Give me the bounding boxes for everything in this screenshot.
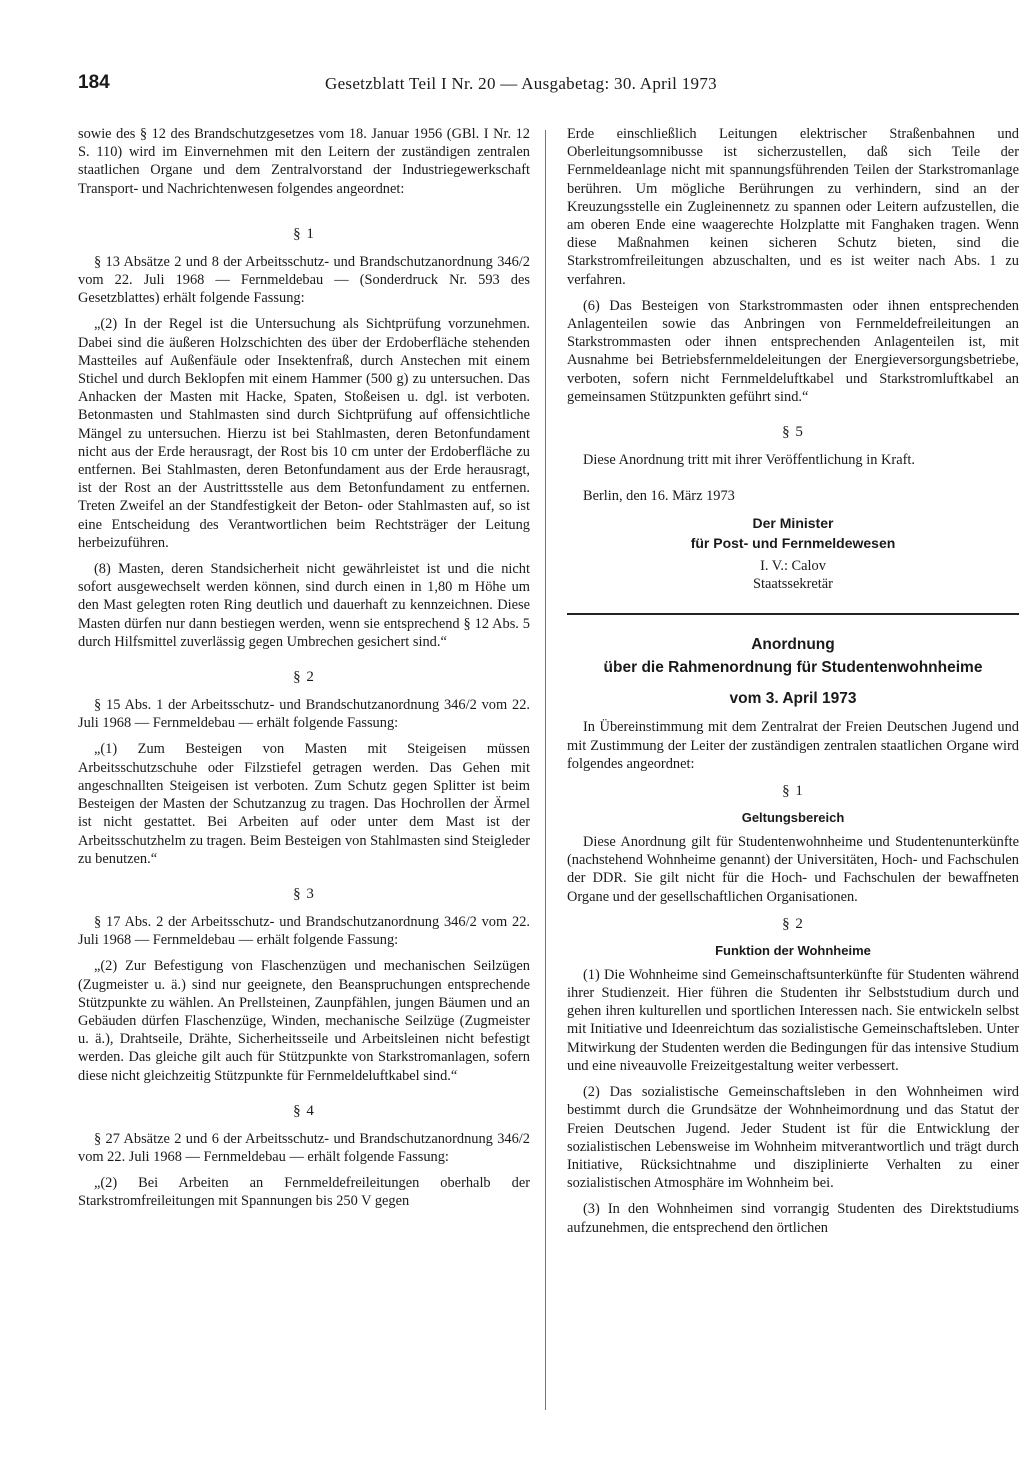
section-1-heading: § 1 — [293, 225, 315, 242]
ordinance-section-2-para-3: (3) In den Wohnheimen sind vorrangig Studenten des Direktstudiums aufzunehmen, die entsprechend den örtlichen — [567, 1201, 1019, 1236]
ordinance-section-1-heading: § 1 — [782, 783, 804, 800]
ordinance-subject: über die Rahmenordnung für Studentenwohnheime — [603, 659, 983, 677]
section-1-text: § 13 Absätze 2 und 8 der Arbeitsschutz- und Brandschutzanordnung 346/2 vom 22. Juli 1968 — Fernmeldebau — (Sonderdruck Nr. 593 des Gesetzblattes) erhält folgende Fassung: — [78, 253, 530, 307]
ordinance-section-2-para-2: (2) Das sozialistische Gemeinschaftsleben in den Wohnheimen wird bestimmt durch die Grundsätze der Wohnheimordnung und das Statut der Freien Deutschen Jugend. Jeder Student ist für die Entwicklung der sozialistischen Lebensweise im Wohnheim mitverantwortlich und trägt durch Initiative, Rücksichtnahme und disziplinierte Verhalten zu einer sozialistischen Atmosphäre im Wohnheim bei. — [567, 1084, 1019, 1192]
section-5-heading: § 5 — [782, 424, 804, 441]
section-2-text: § 15 Abs. 1 der Arbeitsschutz- und Brandschutzanordnung 346/2 vom 22. Juli 1968 — Fernmeldebau — erhält folgende Fassung: — [78, 697, 530, 732]
signatory-name: I. V.: Calov — [760, 558, 826, 575]
section-5-text: Diese Anordnung tritt mit ihrer Veröffentlichung in Kraft. — [583, 452, 915, 469]
section-3-text: § 17 Abs. 2 der Arbeitsschutz- und Brandschutzanordnung 346/2 vom 22. Juli 1968 — Fernmeldebau — erhält folgende Fassung: — [78, 913, 530, 949]
column-divider — [545, 130, 547, 1410]
page-header — [78, 72, 964, 102]
ordinance-section-1-text: Diese Anordnung gilt für Studentenwohnheime und Studentenunterkünfte (nachstehend Wohnheime genannt) der Universitäten, Hoch- und Fachschulen der DDR. Sie gilt nicht für die Hoch- und Fachschulen der bewaffneten Organe und der gesellschaftlichen Organisationen. — [567, 834, 1019, 905]
continuation-paragraph: Erde einschließlich Leitungen elektrischer Straßenbahnen und Oberleitungsomnibusse ist sicherzustellen, daß sich Teile der Fernmeldeanlage nicht mit spannungsführenden Teilen der Starkstromanlage berühren. Um mögliche Berührungen zu verhindern, sind an der Kreuzungsstelle ein Zugleinennetz zu spannen oder Leitern aufzustellen, die am oberen Ende eine waagerechte Holzplatte mit Fanghaken tragen. Wenn diese Maßnahmen keinen sicheren Schutz bieten, sind die Starkstromfreileitungen abzuschalten, und es ist weiter nach Abs. 1 zu verfahren. — [567, 126, 1019, 288]
section-4-heading: § 4 — [293, 1102, 315, 1119]
minister-title: Der Minister — [752, 515, 834, 532]
ordinance-section-2-para-1: (1) Die Wohnheime sind Gemeinschaftsunterkünfte für Studenten während ihrer Studienzeit. Hier führen die Studenten ihr Selbststudium durch und gehen ihren kulturellen und sportlichen Interessen nach. Sie entwickeln selbst mit Initiative und Ideenreichtum das sozialistische Gemeinschaftsleben. Unter Mitwirkung der Studenten werden die Bedingungen für das intensive Studium und eine niveauvolle Freizeitgestaltung weiter verbessert. — [567, 966, 1019, 1074]
place-date: Berlin, den 16. März 1973 — [583, 488, 735, 505]
section-1-quote-2: „(2) In der Regel ist die Untersuchung als Sichtprüfung vorzunehmen. Dabei sind die äußeren Holzschichten des über der Erdoberfläche stehenden Mastteiles auf Außenfäule oder Insektenfraß, durch Anstechen mit einem Stichel und durch Beklopfen mit einem Hammer (500 g) zu untersuchen. Das Anhacken der Masten mit Hacke, Spaten, Stoßeisen u. dgl. ist verboten. Betonmasten und Stahlmasten sind durch Sichtprüfung auf offensichtliche Mängel zu untersuchen. Hierzu ist bei Stahlmasten, deren Betonfundament nicht aus der Erde herausragt, der Rost bis 10 cm unter der Erdoberfläche zu entfernen. Bei Stahlmasten, deren Betonfundament aus der Erde herausragt, ist der Rost an der Austrittsstelle aus dem Betonfundament zu entfernen. Treten Zweifel an der Standfestigkeit der Beton- oder Stahlmasten auf, so ist eine Entscheidung des Verantwortlichen beim Rechtsträger der Leitung herbeizuführen. — [78, 316, 530, 551]
ordinance-section-2-heading: § 2 — [782, 915, 804, 932]
right-column — [567, 125, 1019, 1237]
section-2-heading: § 2 — [293, 669, 315, 686]
section-1-quote-8: (8) Masten, deren Standsicherheit nicht gewährleistet ist und die nicht sofort ausgewechselt werden können, sind durch einen in 1,80 m Höhe um den Mast gelegten roten Ring deutlich und dauerhaft zu kennzeichnen. Diese Masten dürfen nur dann bestiegen werden, wenn sie entsprechend § 12 Abs. 5 durch Hilfsmittel zuverlässig gegen Umbrechen gesichert sind.“ — [78, 561, 530, 650]
ordinance-intro: In Übereinstimmung mit dem Zentralrat der Freien Deutschen Jugend und mit Zustimmung der Leiter der zuständigen zentralen staatlichen Organe wird folgendes angeordnet: — [567, 719, 1019, 772]
paragraph-6: (6) Das Besteigen von Starkstrommasten oder ihnen entsprechenden Anlagenteilen sowie das Anbringen von Fernmeldefreileitungen an Starkstrommasten oder ihnen entsprechenden Anlagenteilen ist, mit Ausnahme bei Betriebsfernmeldeleitungen der Energieversorgungsbetriebe, verboten, sofern nicht Fernmeldeluftkabel und Starkstromluftkabel an gemeinsamen Stützpunkten geführt sind.“ — [567, 297, 1019, 405]
ordinance-section-2-title: Funktion der Wohnheime — [715, 942, 871, 958]
intro-paragraph: sowie des § 12 des Brandschutzgesetzes vom 18. Januar 1956 (GBl. I Nr. 12 S. 110) wird im Einvernehmen mit den Leitern der zuständigen zentralen staatlichen Organe und dem Zentralvorstand der Industriegewerkschaft Transport- und Nachrichtenwesen folgendes angeordnet: — [78, 126, 530, 197]
section-rule — [567, 613, 1019, 615]
running-title: Gesetzblatt Teil I Nr. 20 — Ausgabetag: 30. April 1973 — [325, 74, 717, 93]
ministry-name: für Post- und Fernmeldewesen — [690, 535, 896, 552]
ordinance-section-1-title: Geltungsbereich — [741, 810, 845, 826]
section-4-quote: „(2) Bei Arbeiten an Fernmeldefreileitungen oberhalb der Starkstromfreileitungen mit Spannungen bis 250 V gegen — [78, 1175, 530, 1210]
ordinance-date: vom 3. April 1973 — [729, 690, 857, 708]
left-column — [78, 125, 530, 1211]
section-2-quote: „(1) Zum Besteigen von Masten mit Steigeisen müssen Arbeitsschutzschuhe oder Filzstiefel getragen werden. Das Gehen mit angeschnallten Steigeisen ist verboten. Zum Schutz gegen Splitter ist beim Besteigen der Masten der Schutzanzug zu tragen. Das Hochrollen der Ärmel ist nicht gestattet. Bei Arbeiten auf oder unter dem Mast ist der Arbeitsschutzhelm zu tragen. Beim Besteigen von Stahlmasten sind Steigleder zu benutzen.“ — [78, 741, 531, 867]
ordinance-title: Anordnung — [751, 636, 835, 654]
section-3-quote: „(2) Zur Befestigung von Flaschenzügen und mechanischen Seilzügen (Zugmeister u. ä.) sind nur geeignete, den Beanspruchungen entsprechende Stützpunkte zu wählen. An Prellsteinen, Zaunpfählen, jungen Bäumen und an Gebäuden dürfen Flaschenzüge, Winden, mechanische Seilzüge (Zugmeister u. ä.), Drahtseile, Drähte, Sicherheitsseile und Arbeitsleinen nicht befestigt werden. Das gleiche gilt auch für Stützpunkte von Starkstromanlagen, sofern diese nicht gleichzeitig Stützpunkte für Fernmeldeluftkabel sind.“ — [78, 958, 530, 1084]
section-4-text: § 27 Absätze 2 und 6 der Arbeitsschutz- und Brandschutzanordnung 346/2 vom 22. Juli 1968 — Fernmeldebau — erhält folgende Fassung: — [78, 1130, 530, 1165]
signatory-title: Staatssekretär — [753, 576, 833, 593]
section-3-heading: § 3 — [293, 885, 315, 902]
page-number: 184 — [78, 72, 110, 93]
